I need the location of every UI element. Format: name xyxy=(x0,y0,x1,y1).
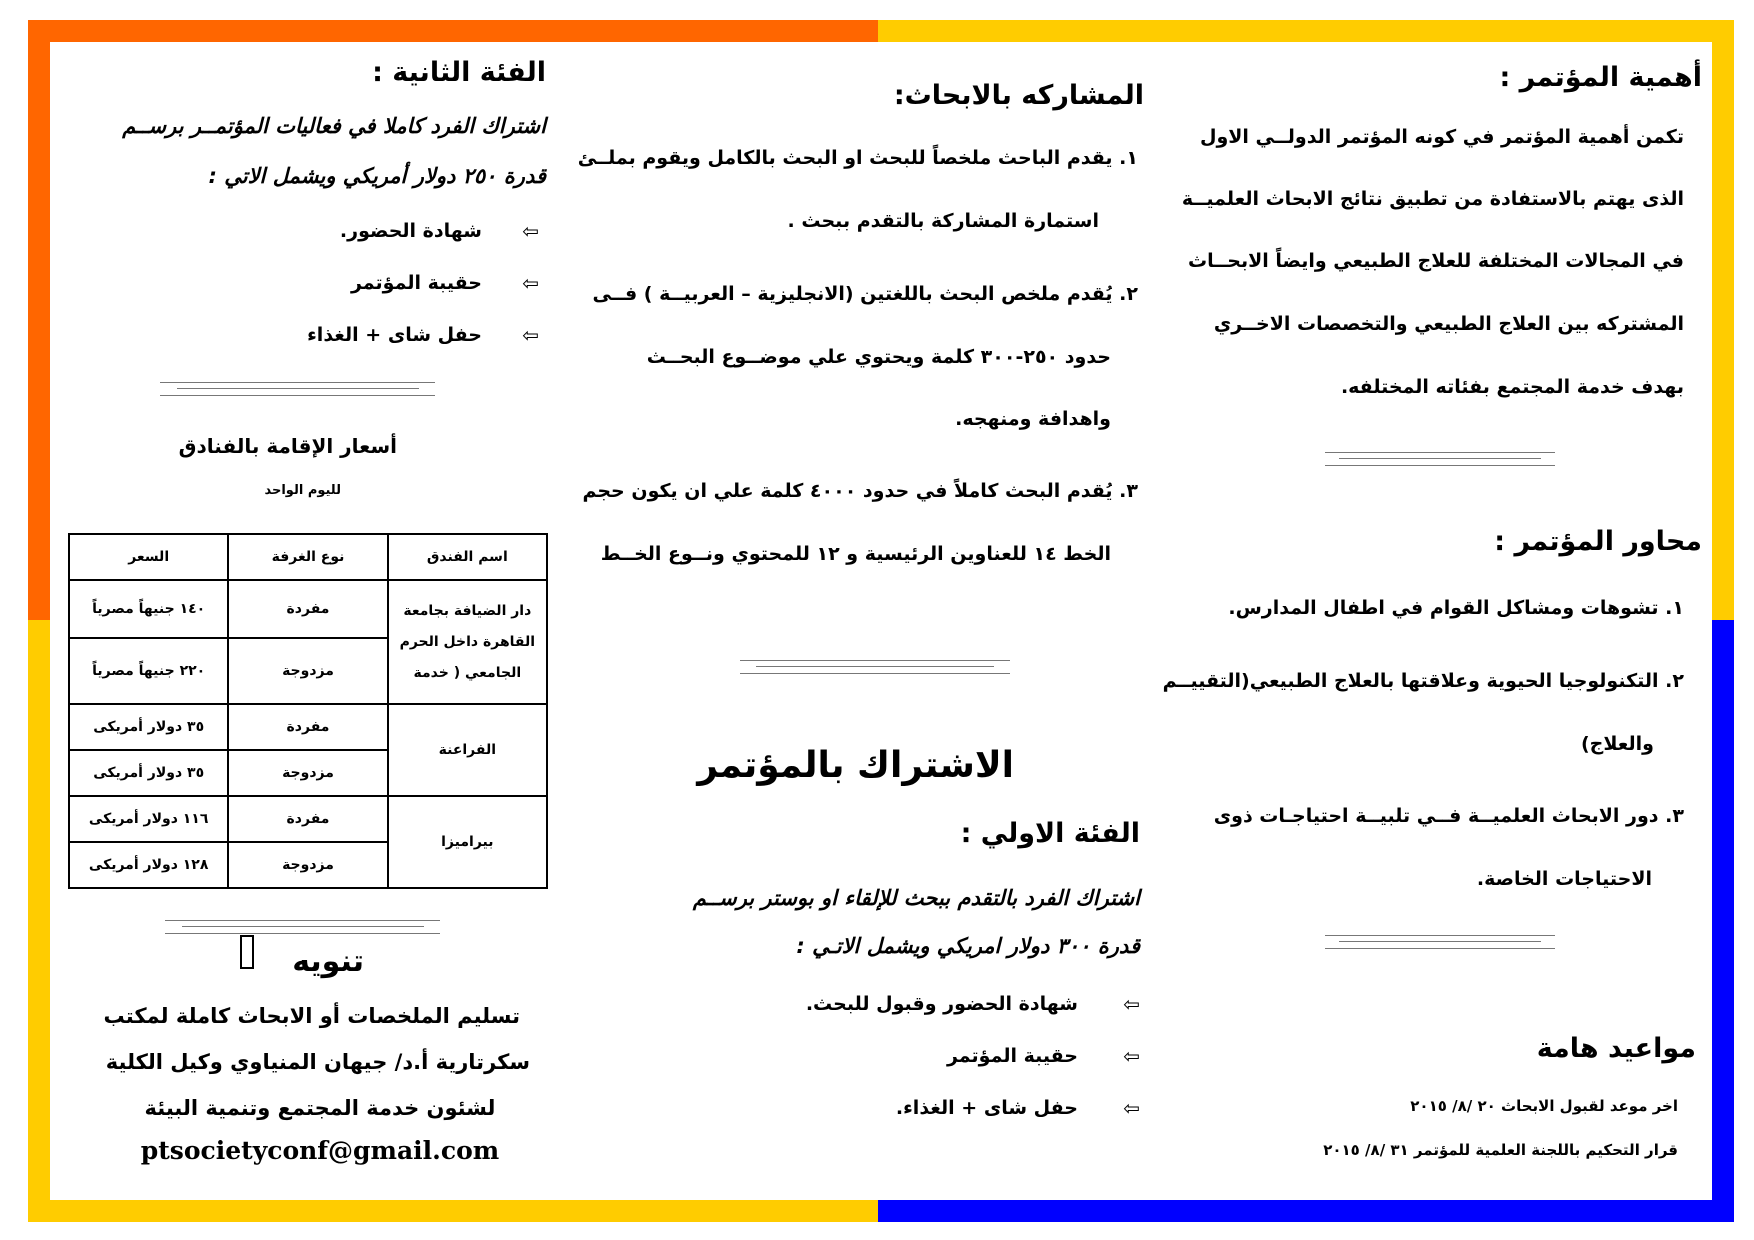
research-line: ٣. يُقدم البحث كاملاً في حدود ٤٠٠٠ كلمة علي ان يكون حجم xyxy=(582,480,1138,502)
dates-title: مواعيد هامة xyxy=(1536,1033,1696,1064)
room-type: مزدوجة xyxy=(228,842,387,888)
room-price: ٣٥ دولار أمريكى xyxy=(69,750,228,796)
room-price: ١٤٠ جنيهاً مصرياً xyxy=(69,580,228,638)
hotels-subtitle: لليوم الواحد xyxy=(264,483,341,498)
frame-top-orange xyxy=(28,20,878,42)
cat2-line: اشتراك الفرد كاملا في فعاليات المؤتمــر برســم xyxy=(122,114,546,138)
importance-title: أهمية المؤتمر : xyxy=(1499,62,1702,93)
table-row xyxy=(69,704,547,750)
table-row xyxy=(69,796,547,842)
research-line: ٢. يُقدم ملخص البحث باللغتين (الانجليزية – العربيــة ) فــى xyxy=(592,283,1138,305)
frame-top-yellow xyxy=(878,20,1734,42)
room-price: ٢٢٠ جنيهاً مصرياً xyxy=(69,638,228,704)
cat2-line: قدرة ٢٥٠ دولار أمريكي ويشمل الاتي : xyxy=(208,164,546,188)
cat1-line: قدرة ٣٠٠ دولار امريكي ويشمل الاتـي : xyxy=(796,934,1140,958)
axes-item: ٣. دور الابحاث العلميــة فــي تلبيــة احتياجـات ذوى xyxy=(1213,805,1684,827)
arrow-bullet: ⇦ xyxy=(522,323,539,347)
hotels-table xyxy=(68,533,548,889)
room-type: مفردة xyxy=(228,580,387,638)
arrow-bullet: ⇦ xyxy=(1123,1096,1140,1120)
cat1-title: الفئة الاولي : xyxy=(960,818,1140,849)
research-line: واهدافة ومنهجه. xyxy=(955,408,1111,430)
frame-left-yellow xyxy=(28,620,50,1222)
arrow-bullet: ⇦ xyxy=(522,271,539,295)
header-room-type: نوع الغرفة xyxy=(228,534,387,580)
importance-line: بهدف خدمة المجتمع بفئاته المختلفه. xyxy=(1340,376,1684,398)
importance-line: في المجالات المختلفة للعلاج الطبيعي وايضاً الابحــاث xyxy=(1188,250,1684,272)
header-hotel-name: اسم الفندق xyxy=(388,534,547,580)
axes-item: ٢. التكنولوجيا الحيوية وعلاقتها بالعلاج الطبيعي(التقييــم xyxy=(1162,670,1684,692)
cat1-item: شهادة الحضور وقبول للبحث. xyxy=(805,993,1078,1015)
frame-right-blue xyxy=(1712,620,1734,1222)
research-line: حدود ٢٥٠-٣٠٠ كلمة ويحتوي علي موضــوع البحــث xyxy=(646,346,1111,368)
room-type: مفردة xyxy=(228,796,387,842)
notice-line: تسليم الملخصات أو الابحاث كاملة لمكتب xyxy=(103,1004,520,1028)
room-type: مزدوجة xyxy=(228,750,387,796)
arrow-bullet: ⇦ xyxy=(1123,992,1140,1016)
axes-item: الاحتياجات الخاصة. xyxy=(1476,868,1652,890)
divider xyxy=(165,920,440,934)
date-line: اخر موعد لقبول الابحاث ٢٠ /٨/ ٢٠١٥ xyxy=(1410,1097,1678,1115)
notice-line: لشئون خدمة المجتمع وتنمية البيئة xyxy=(144,1096,496,1120)
notice-email[interactable]: ptsocietyconf@gmail.com xyxy=(140,1136,500,1165)
research-line: ١. يقدم الباحث ملخصاً للبحث او البحث بالكامل ويقوم بملــئ xyxy=(577,147,1138,169)
axes-item: ١. تشوهات ومشاكل القوام في اطفال المدارس. xyxy=(1228,597,1684,619)
axes-title: محاور المؤتمر : xyxy=(1494,526,1702,557)
room-type: مزدوجة xyxy=(228,638,387,704)
room-price: ٣٥ دولار أمريكى xyxy=(69,704,228,750)
arrow-bullet: ⇦ xyxy=(1123,1044,1140,1068)
cat1-item: حفل شاى + الغذاء. xyxy=(895,1097,1078,1119)
divider xyxy=(740,660,1010,674)
cat1-item: حقيبة المؤتمر xyxy=(946,1045,1078,1067)
table-header-row xyxy=(69,534,547,580)
date-line: قرار التحكيم باللجنة العلمية للمؤتمر ٣١ /٨/ ٢٠١٥ xyxy=(1323,1141,1678,1159)
checkbox-icon xyxy=(240,935,254,969)
arrow-bullet: ⇦ xyxy=(522,219,539,243)
importance-line: الذى يهتم بالاستفادة من تطبيق نتائج الابحاث العلميــة xyxy=(1181,188,1684,210)
room-price: ١١٦ دولار أمريكى xyxy=(69,796,228,842)
importance-line: المشتركه بين العلاج الطبيعي والتخصصات الاخــري xyxy=(1213,313,1684,335)
frame-right-yellow xyxy=(1712,20,1734,620)
cat2-item: حفل شاى + الغذاء xyxy=(307,324,482,346)
header-price: السعر xyxy=(69,534,228,580)
cat1-line: اشتراك الفرد بالتقدم ببحث للإلقاء او بوستر برســم xyxy=(692,886,1140,910)
axes-item: والعلاج) xyxy=(1581,733,1654,755)
room-type: مفردة xyxy=(228,704,387,750)
importance-line: تكمن أهمية المؤتمر في كونه المؤتمر الدولــي الاول xyxy=(1199,126,1684,148)
cat2-title: الفئة الثانية : xyxy=(372,57,546,88)
notice-line: سكرتارية أ.د/ جيهان المنياوي وكيل الكلية xyxy=(105,1050,530,1074)
research-line: الخط ١٤ للعناوين الرئيسية و ١٢ للمحتوي ونــوع الخــط xyxy=(600,543,1111,565)
hotels-title: أسعار الإقامة بالفنادق xyxy=(178,434,397,458)
table-row xyxy=(69,580,547,638)
divider xyxy=(1325,935,1555,949)
frame-left-orange xyxy=(28,20,50,620)
notice-title: تنويه xyxy=(292,944,364,979)
hotel-name: بيراميزا xyxy=(388,796,547,888)
divider xyxy=(1325,452,1555,466)
hotel-name: دار الضيافة بجامعة القاهرة داخل الحرم الجامعي ( خدمة xyxy=(388,580,547,704)
frame-bottom-yellow xyxy=(28,1200,878,1222)
frame-bottom-blue xyxy=(878,1200,1734,1222)
divider xyxy=(160,382,435,396)
room-price: ١٢٨ دولار أمريكى xyxy=(69,842,228,888)
cat2-item: حقيبة المؤتمر xyxy=(350,272,482,294)
research-title: المشاركه بالابحاث: xyxy=(893,80,1144,111)
cat2-item: شهادة الحضور. xyxy=(339,220,482,242)
research-line: استمارة المشاركة بالتقدم ببحث . xyxy=(787,210,1099,232)
subscription-title: الاشتراك بالمؤتمر xyxy=(697,745,1014,786)
hotel-name: الفراعنة xyxy=(388,704,547,796)
